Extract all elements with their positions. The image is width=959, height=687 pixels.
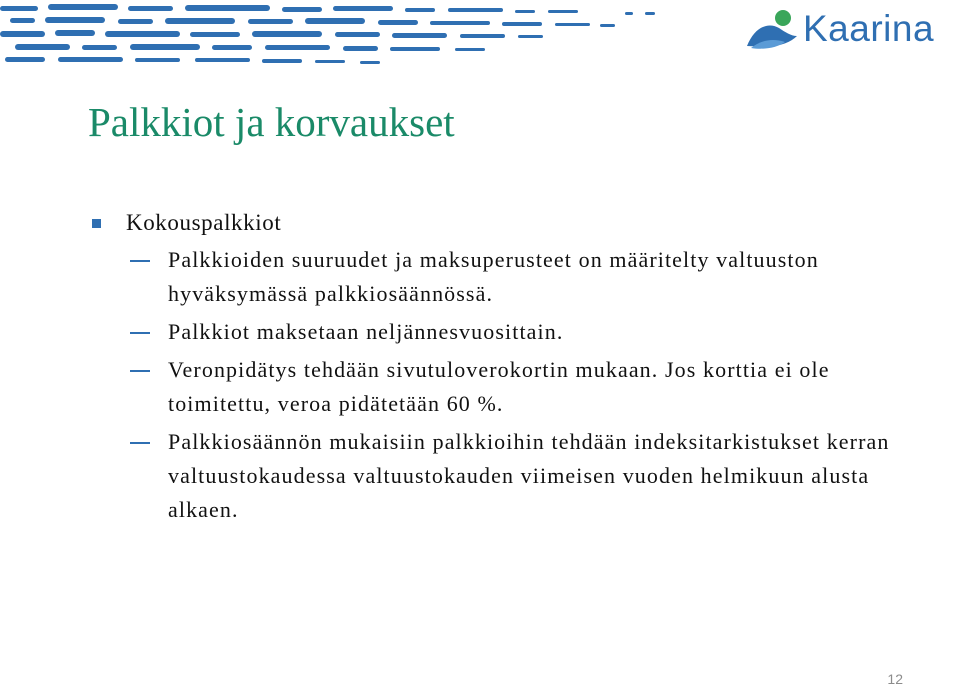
header-wave-pattern (0, 0, 700, 70)
slide-content (90, 205, 920, 531)
slide-title: Palkkiot ja korvaukset (88, 99, 455, 145)
logo-text: Kaarina (803, 7, 935, 49)
sub-bullet-item (90, 243, 908, 311)
sub-bullet-item (90, 425, 908, 527)
dash-bullet-icon (130, 442, 150, 444)
sub-bullet-text: Palkkioiden suuruudet ja maksuperusteet on määritelty valtuuston hyväksymässä palkkiosäännössä. (168, 247, 819, 306)
kaarina-logo-mark-icon (745, 6, 799, 50)
bullet-item (90, 205, 920, 241)
kaarina-logo (745, 4, 955, 52)
sub-bullet-text: Palkkiot maksetaan neljännesvuosittain. (168, 319, 564, 344)
sub-bullet-text: Palkkiosäännön mukaisiin palkkioihin tehdään indeksitarkistukset kerran valtuustokaudessa valtuustokauden viimeisen vuoden helmikuun alusta alkaen. (168, 429, 890, 522)
square-bullet-icon (92, 219, 101, 228)
sub-bullet-item (90, 353, 908, 421)
dash-bullet-icon (130, 332, 150, 334)
dash-bullet-icon (130, 260, 150, 262)
bullet-text: Kokouspalkkiot (126, 210, 282, 235)
dash-bullet-icon (130, 370, 150, 372)
sub-bullet-text: Veronpidätys tehdään sivutuloverokortin mukaan. Jos korttia ei ole toimitettu, veroa pidätetään 60 %. (168, 357, 830, 416)
page-number: 12 (887, 671, 903, 687)
sub-bullet-item (90, 315, 908, 349)
